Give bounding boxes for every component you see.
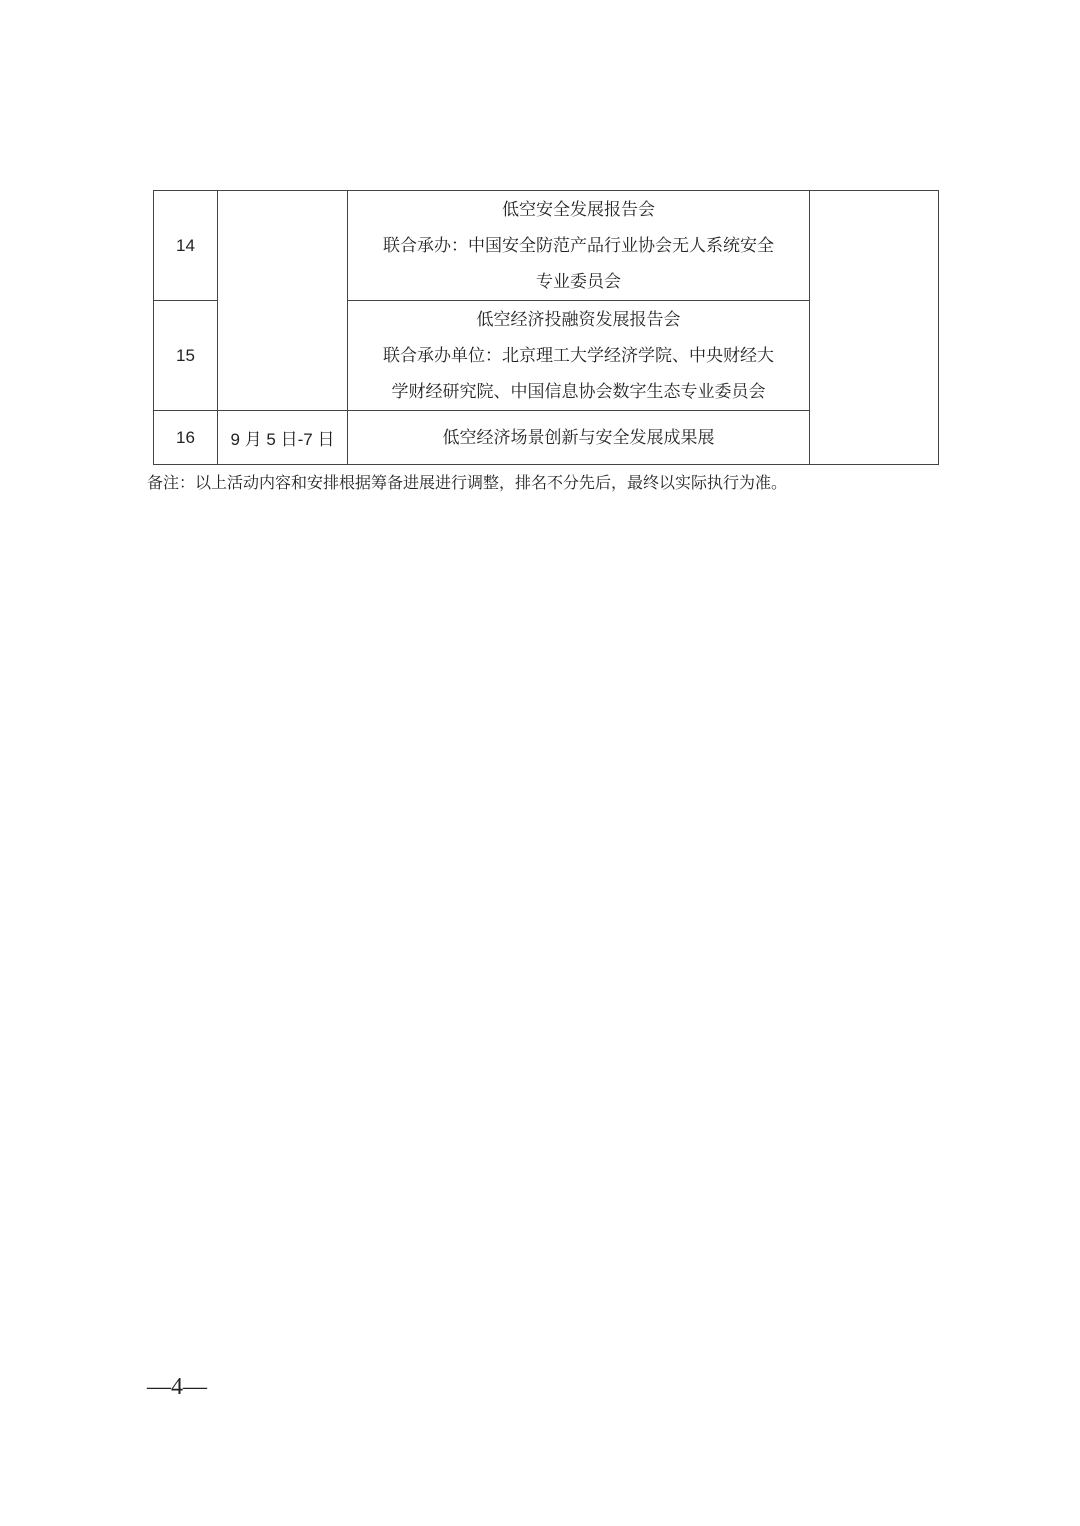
- activity-organizer-continued: 专业委员会: [536, 271, 621, 292]
- activity-organizer: 联合承办：中国安全防范产品行业协会无人系统安全: [383, 235, 774, 256]
- remarks-cell: [810, 191, 939, 465]
- row-number-cell: 15: [154, 301, 218, 411]
- activity-schedule-table: [153, 190, 939, 465]
- date-cell: 9 月 5 日-7 日: [218, 411, 348, 465]
- date-cell: [218, 191, 348, 411]
- table-row: [154, 191, 939, 301]
- activity-content-cell: [348, 411, 810, 465]
- activity-organizer: 联合承办单位：北京理工大学经济学院、中央财经大: [383, 345, 774, 366]
- activity-title: 低空经济场景创新与安全发展成果展: [442, 427, 715, 448]
- activity-title: 低空经济投融资发展报告会: [476, 309, 681, 330]
- activity-organizer-continued: 学财经研究院、中国信息协会数字生态专业委员会: [391, 381, 766, 402]
- page-number: —4—: [147, 1374, 207, 1400]
- table-note: 备注：以上活动内容和安排根据筹备进展进行调整，排名不分先后，最终以实际执行为准。: [147, 473, 788, 492]
- row-number-cell: 16: [154, 411, 218, 465]
- activity-content-cell: [348, 301, 810, 411]
- activity-title: 低空安全发展报告会: [502, 199, 655, 220]
- row-number-cell: 14: [154, 191, 218, 301]
- activity-content-cell: [348, 191, 810, 301]
